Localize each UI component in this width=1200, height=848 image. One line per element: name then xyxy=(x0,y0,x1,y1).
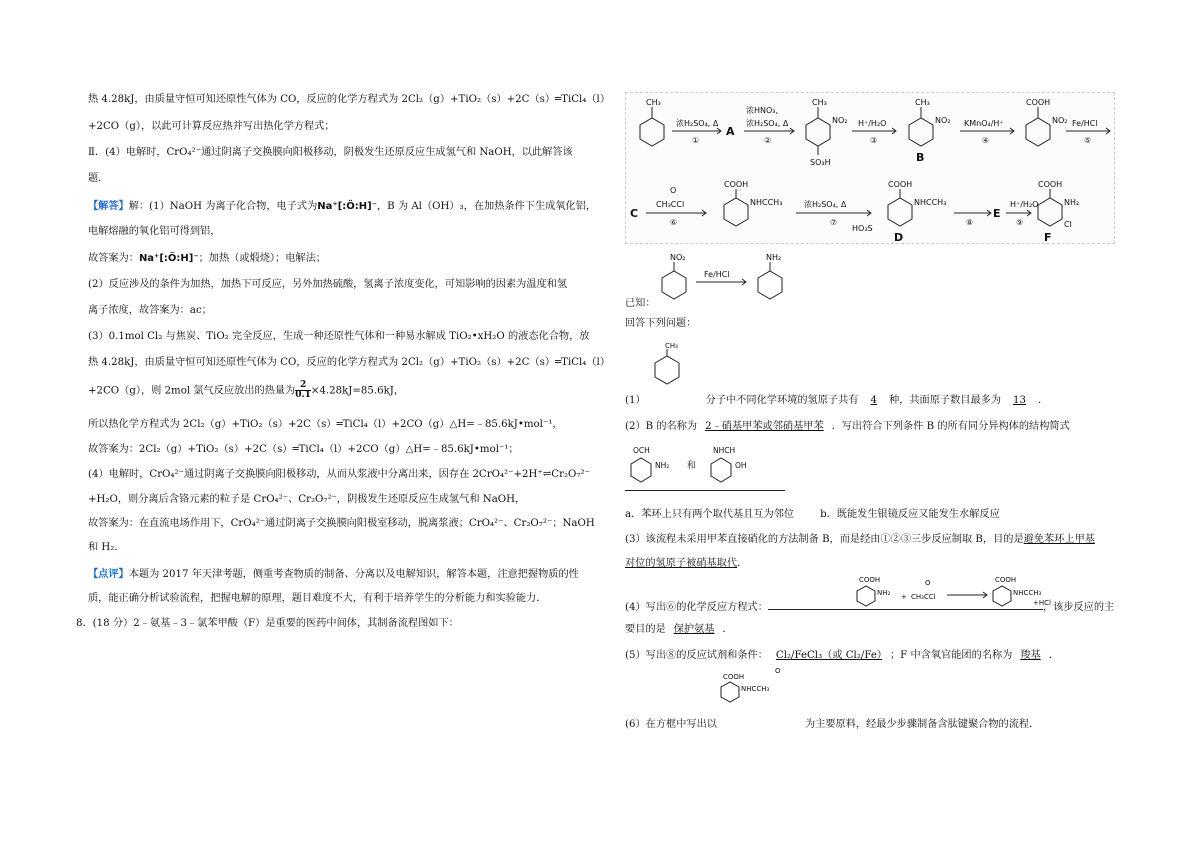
scheme-label: E xyxy=(993,207,1001,220)
text-span: (5）写出⑧的反应试剂和条件： xyxy=(625,650,768,661)
scheme-reagent: KMnO₄/H⁺ xyxy=(964,119,1004,128)
benzene-ring-icon xyxy=(662,271,686,299)
text-line: 题． xyxy=(88,173,109,184)
fraction xyxy=(295,381,311,400)
text-span: (3）该流程未采用甲苯直接硝化的方法制备 B，而是经由①②③三步反应制取 B，目的是 xyxy=(625,534,1024,545)
scheme-label: A xyxy=(726,125,735,138)
text-line: (3）0.1mol Cl₂ 与焦炭、TiO₂ 完全反应，生成一种还原性气体和一种易水解成 TiO₂•xH₂O 的液态化合物，放 xyxy=(88,331,590,342)
question-8-title: 8．(18 分）2﹣氨基﹣3﹣氯苯甲酸（F）是重要的医药中间体，其制备流程图如下： xyxy=(76,618,459,629)
answer-blank: Cl₂/FeCl₃（或 Cl₂/Fe） xyxy=(775,650,882,661)
isomer-structures xyxy=(625,438,785,491)
condition-b: b．既能发生银镜反应又能发生水解反应 xyxy=(820,509,1000,520)
text-span: 要目的是 xyxy=(625,624,666,635)
scheme-group: CH₃CCl xyxy=(911,593,936,601)
scheme-step: ⑥ xyxy=(670,218,678,227)
scheme-group: NO₂ xyxy=(1052,116,1068,125)
scheme-group: COOH xyxy=(723,673,745,681)
question-3-cont xyxy=(625,557,747,571)
scheme-group: NO₂ xyxy=(935,116,951,125)
text-span: ，B 为 Al（OH）₃，在加热条件下生成氧化铝， xyxy=(376,201,597,212)
scheme-reagent: 浓H₂SO₄, Δ xyxy=(746,119,789,128)
benzene-ring-icon xyxy=(724,198,748,226)
text-span: 分子中不同化学环境的氢原子共有 xyxy=(705,395,859,406)
scheme-reagent: Fe/HCl xyxy=(704,270,730,279)
text-line: 电解熔融的氧化铝可得到铝， xyxy=(88,226,221,237)
benzene-ring-icon xyxy=(640,118,664,146)
question-3 xyxy=(625,533,1095,547)
scheme-step: ① xyxy=(692,136,700,145)
scheme-reagent: 浓H₂SO₄, Δ xyxy=(804,200,847,209)
scheme-step: ⑦ xyxy=(830,218,838,227)
scheme-group: CH₃ xyxy=(646,98,661,107)
benzene-ring-icon xyxy=(1026,118,1050,146)
text-span: ×4.28kJ=85.6kJ， xyxy=(310,385,405,397)
question-5 xyxy=(625,649,1059,663)
and-label: 和 xyxy=(687,461,697,471)
text-line: 离子浓度，故答案为：ac； xyxy=(88,305,212,316)
scheme-group: COOH xyxy=(724,180,749,189)
scheme-group: O xyxy=(775,667,781,675)
scheme-step: ⑤ xyxy=(1084,136,1092,145)
text-span: (1） xyxy=(625,395,646,406)
scheme-group: CH₃ xyxy=(812,98,827,107)
scheme-group: CH₃ xyxy=(665,342,678,350)
condition-a: a．苯环上只有两个取代基且互为邻位 xyxy=(625,509,795,520)
scheme-reagent: 浓HNO₃, xyxy=(746,106,779,115)
text-span: ．写出符合下列条件 B 的所有同分异构体的结构简式 xyxy=(831,421,1070,432)
text-line: 所以热化学方程式为 2Cl₂（g）+TiO₂（s）+2C（s）═TiCl₄（l）+2CO（g）△H=﹣85.6kJ•mol⁻¹， xyxy=(88,419,563,430)
scheme-group: NHCH xyxy=(713,446,736,455)
benzene-ring-icon xyxy=(655,356,679,384)
comment-tag: 【点评】 xyxy=(88,568,129,580)
text-line xyxy=(88,381,404,400)
text-line: 回答下列问题： xyxy=(625,318,697,329)
conditions xyxy=(625,508,1000,522)
scheme-diagram xyxy=(626,93,1114,243)
text-line: 已知： xyxy=(625,298,656,309)
benzene-ring-icon xyxy=(721,682,739,702)
text-line: 故答案为：在直流电场作用下，CrO₄²⁻通过阴离子交换膜向阳极室移动，脱离浆液；CrO₄²⁻、Cr₂O₇²⁻；NaOH xyxy=(88,518,595,529)
question-4-cont xyxy=(625,623,733,637)
scheme-reagent: O xyxy=(670,186,677,195)
question-1 xyxy=(625,394,1048,408)
scheme-group: NHCCH₃ xyxy=(750,198,783,207)
benzene-ring-icon xyxy=(711,458,731,482)
question-6 xyxy=(625,718,1039,732)
answer-blank: 避免苯环上甲基 xyxy=(1023,534,1095,545)
scheme-reagent: H⁺/H₂O xyxy=(1010,200,1039,209)
text-span: 解：(1）NaOH 为离子化合物，电子式为 xyxy=(128,201,318,212)
fraction-denominator: 0.1 xyxy=(295,390,311,400)
text-line: 和 H₂． xyxy=(88,542,125,553)
scheme-group: SO₃H xyxy=(810,158,831,167)
text-line: Ⅱ．(4）电解时，CrO₄²⁻通过阴离子交换膜向阳极移动，阴极发生还原反应生成氢气和 NaOH，以此解答该 xyxy=(88,147,573,158)
isomer-diagram xyxy=(625,438,785,490)
scheme-group: NH₂ xyxy=(766,253,782,262)
scheme-label: F xyxy=(1044,231,1052,243)
scheme-reagent: H⁺/H₂O xyxy=(858,119,887,128)
text-span: (4）写出⑥的化学反应方程式： xyxy=(625,602,768,613)
benzene-ring-icon xyxy=(888,198,912,226)
scheme-label: C xyxy=(630,207,639,220)
scheme-group: COOH xyxy=(859,576,881,584)
scheme-group: CH₃ xyxy=(915,98,930,107)
text-span: ． xyxy=(722,624,733,635)
text-line: +H₂O，则分离后含铬元素的粒子是 CrO₄²⁻、Cr₂O₇²⁻，阴极发生还原反应生成氢气和 NaOH， xyxy=(88,494,526,505)
scheme-label: B xyxy=(916,151,925,164)
text-span: (6）在方框中写出以 xyxy=(625,719,717,730)
q6-diagram xyxy=(717,665,797,707)
scheme-group: O xyxy=(925,579,931,587)
scheme-group: OH xyxy=(735,461,747,470)
known-reaction-diagram xyxy=(650,252,810,302)
answer-blank: 4 xyxy=(870,395,877,406)
fraction-numerator: 2 xyxy=(295,381,311,391)
text-line xyxy=(88,252,326,266)
scheme-group: +HCl xyxy=(1033,599,1051,607)
scheme-group: COOH xyxy=(1038,180,1063,189)
text-span: 故答案为： xyxy=(88,253,139,264)
scheme-group: NHCCH₃ xyxy=(741,685,770,693)
text-line: (4）电解时，CrO₄²⁻通过阴离子交换膜向阳极移动，从而从浆液中分离出来，因存在 2CrO₄²⁻+2H⁺⇌Cr₂O₇²⁻ xyxy=(88,469,590,480)
text-line: +2CO（g），以此可计算反应热并写出热化学方程式； xyxy=(88,121,335,132)
text-span: ． xyxy=(1037,395,1049,406)
benzene-ring-icon xyxy=(758,271,782,299)
scheme-group: HO₃S xyxy=(852,224,873,233)
answer-blank: 13 xyxy=(1013,395,1026,406)
question-2 xyxy=(625,420,1070,434)
scheme-group: NH₂ xyxy=(655,461,670,470)
equation-blank xyxy=(768,598,1043,610)
electron-formula: Na⁺[:Ö:H]⁻ xyxy=(138,253,199,264)
scheme-step: ⑧ xyxy=(966,218,974,227)
scheme-step: ③ xyxy=(870,136,878,145)
scheme-group: NO₂ xyxy=(670,253,686,262)
text-line: 故答案为：2Cl₂（g）+TiO₂（s）+2C（s）═TiCl₄（l）+2CO（g）△H=﹣85.6kJ•mol⁻¹； xyxy=(88,444,519,455)
answer-blank: 对位的氢原子被硝基取代 xyxy=(625,558,738,569)
scheme-step: ④ xyxy=(982,136,990,145)
scheme-group: COOH xyxy=(1026,98,1051,107)
benzene-ring-icon xyxy=(1038,198,1062,226)
plus-sign: + xyxy=(901,593,907,601)
text-span: 本题为 2017 年天津考题，侧重考查物质的制备、分离以及电解知识，解答本题，注意把握物质的性 xyxy=(128,569,579,580)
scheme-label: D xyxy=(894,231,904,243)
scheme-group: NH₂ xyxy=(877,589,891,597)
q6-structure xyxy=(717,665,797,707)
question-4 xyxy=(625,598,1114,615)
scheme-group: OCH xyxy=(633,446,650,455)
scheme-group: COOH xyxy=(888,180,913,189)
scheme-group: NO₂ xyxy=(832,116,848,125)
text-span: ；F 中含氧官能团的名称为 xyxy=(889,650,1013,661)
scheme-step: ⑨ xyxy=(1016,218,1024,227)
answer-blank: 2﹣硝基甲苯或邻硝基甲苯 xyxy=(705,421,824,432)
text-span: 种，共面原子数目最多为 xyxy=(888,395,1002,406)
toluene-diagram xyxy=(647,341,687,389)
text-line: (2）反应涉及的条件为加热，加热下可反应，另外加热硫酸，氢离子浓度变化，可知影响的因素为温度和氢 xyxy=(88,279,568,290)
scheme-group: NHCCH₃ xyxy=(1013,589,1042,597)
answer-tag: 【解答】 xyxy=(88,200,129,212)
benzene-ring-icon xyxy=(631,458,651,482)
scheme-reagent: CH₃CCl xyxy=(656,200,685,209)
scheme-group: NHCCH₃ xyxy=(914,198,947,207)
known-reaction xyxy=(650,252,810,302)
scheme-reagent: 浓H₂SO₄, Δ xyxy=(676,119,719,128)
text-line: 质，能正确分析试验流程，把握电解的原理，题目难度不大，有利于培养学生的分析能力和实验能力． xyxy=(88,593,547,604)
text-span: ，该步反应的主 xyxy=(1042,602,1115,613)
comment-line xyxy=(88,567,579,582)
scheme-reagent: Fe/HCl xyxy=(1072,119,1098,128)
answer-line xyxy=(88,199,596,214)
text-line: 热 4.28kJ，由质量守恒可知还原性气体为 CO，反应的化学方程式为 2Cl₂（g）+TiO₂（s）+2C（s）═TiCl₄（l） xyxy=(88,357,611,368)
text-span: ；加热（或煅烧）；电解法； xyxy=(198,253,326,264)
scheme-group: Cl xyxy=(1064,220,1072,229)
text-span: ． xyxy=(737,558,748,569)
text-span: ． xyxy=(1048,650,1059,661)
toluene-structure xyxy=(647,341,687,389)
benzene-ring-icon xyxy=(909,118,933,146)
synthesis-scheme xyxy=(625,92,1115,244)
text-span: (2）B 的名称为 xyxy=(625,421,698,432)
text-line: 热 4.28kJ，由质量守恒可知还原性气体为 CO，反应的化学方程式为 2Cl₂（g）+TiO₂（s）+2C（s）═TiCl₄（l） xyxy=(88,94,611,105)
text-span: +2CO（g），则 2mol 氯气反应放出的热量为 xyxy=(88,385,296,397)
answer-blank: 羧基 xyxy=(1020,650,1041,661)
scheme-group: NH₂ xyxy=(1064,198,1080,207)
electron-formula: Na⁺[:Ö:H]⁻ xyxy=(317,201,377,212)
scheme-step: ② xyxy=(764,136,772,145)
scheme-group: COOH xyxy=(995,576,1017,584)
answer-blank: 保护氨基 xyxy=(673,624,715,635)
text-span: 为主要原料，经最少步骤制备含肽键聚合物的流程． xyxy=(804,719,1040,730)
benzene-ring-icon xyxy=(806,118,830,146)
